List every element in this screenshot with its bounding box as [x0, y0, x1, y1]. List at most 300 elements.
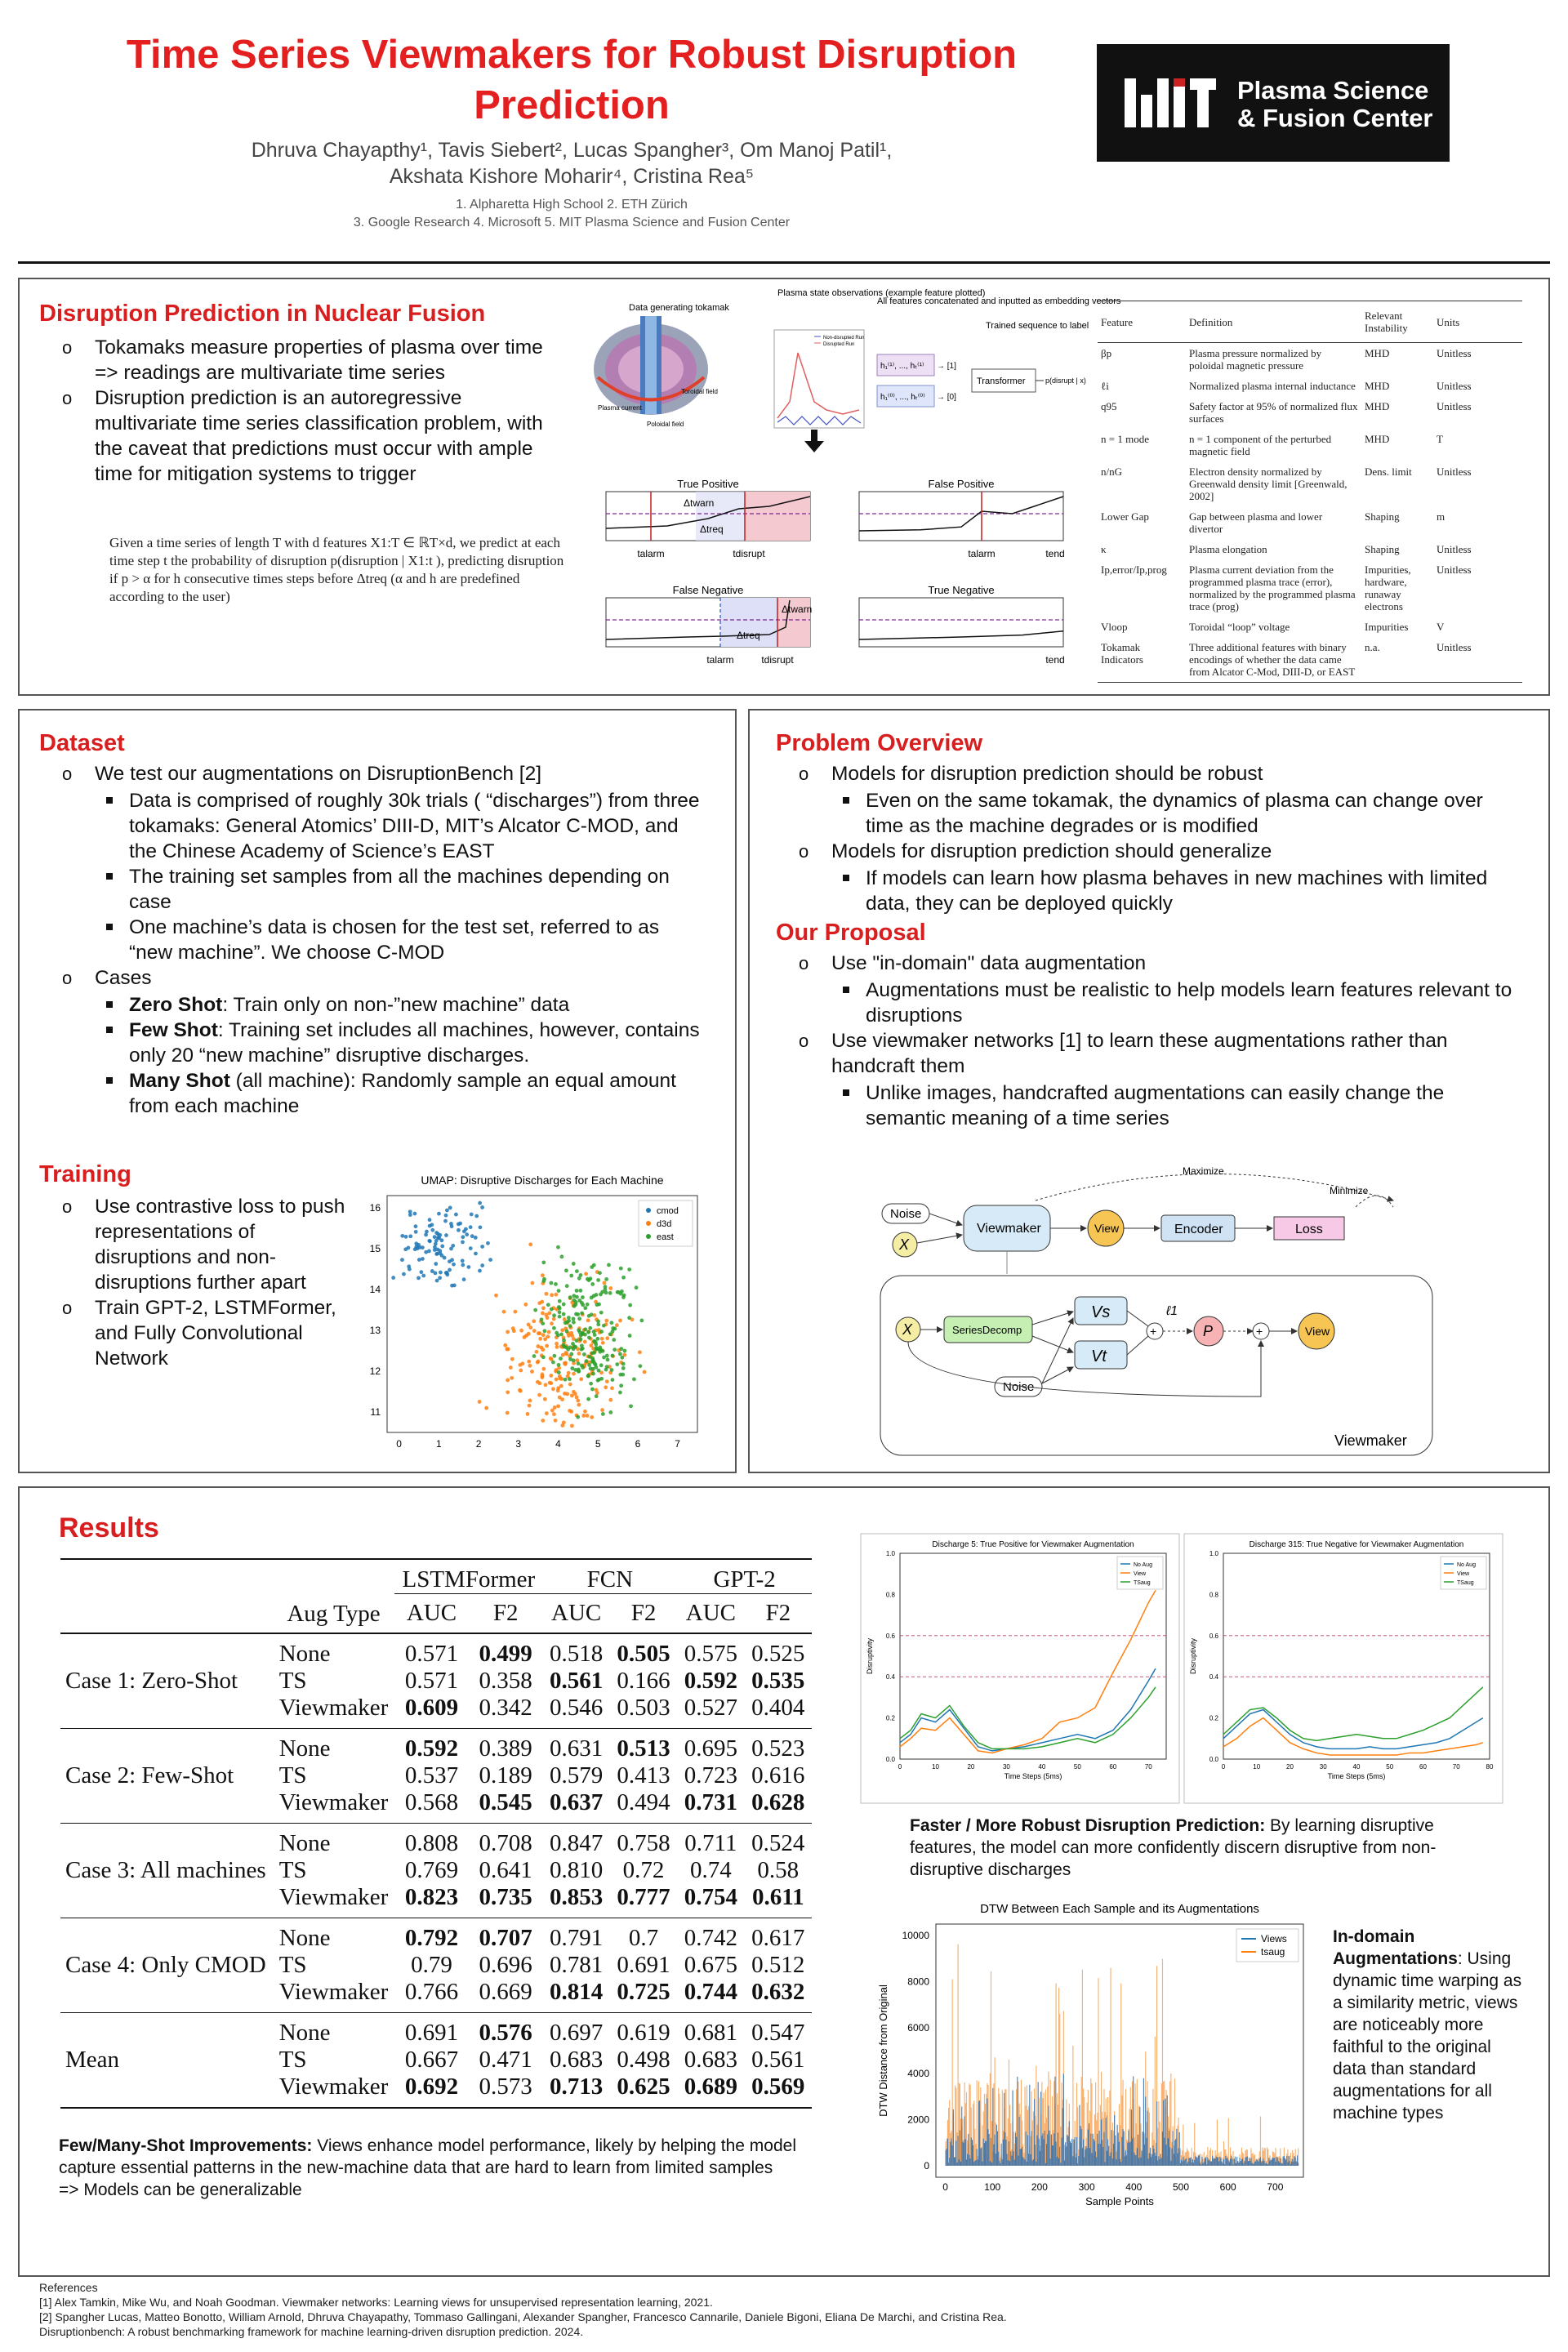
y-tick: 0.6 [885, 1632, 895, 1640]
umap-point [600, 1337, 604, 1341]
x-tick: 20 [1286, 1763, 1294, 1771]
dtw-bar-tsaug [1290, 2153, 1291, 2166]
outcome-warn-label: Δtwarn [782, 604, 813, 615]
umap-point [590, 1282, 595, 1286]
dtw-bar-views [1219, 2157, 1220, 2166]
dtw-bar-views [1199, 2155, 1200, 2165]
dtw-bar-tsaug [982, 2125, 983, 2166]
umap-point [545, 1344, 549, 1348]
dtw-bar-views [1178, 2148, 1179, 2165]
proposal-bullet-2-text: Use viewmaker networks [1] to learn these augmentations rather than handcraft them [831, 1030, 1448, 1077]
intro-bullets [51, 335, 557, 487]
umap-x-tick: 7 [675, 1438, 680, 1450]
umap-point [603, 1281, 607, 1285]
umap-point [569, 1410, 573, 1414]
umap-point [589, 1382, 593, 1386]
feature-cell: Impurities [1365, 621, 1409, 633]
case-many-shot-name: Many Shot [129, 1070, 230, 1092]
dtw-bar-views [947, 2139, 948, 2166]
feature-cell: Shaping [1365, 543, 1400, 555]
umap-point [604, 1277, 608, 1281]
umap-x-tick: 1 [435, 1438, 442, 1450]
umap-point [577, 1369, 581, 1373]
umap-point [532, 1329, 537, 1333]
dtw-bar-views [1180, 2163, 1181, 2166]
dtw-bar-views [1094, 2141, 1095, 2166]
umap-point [568, 1377, 572, 1381]
input-x-top-label: X [899, 1236, 910, 1253]
case-many-shot [95, 1068, 704, 1119]
dtw-bar-views [1185, 2159, 1186, 2166]
umap-point [551, 1361, 555, 1365]
umap-point [549, 1374, 553, 1378]
umap-point [586, 1330, 590, 1334]
dtw-bar-tsaug [960, 2118, 961, 2166]
umap-point [430, 1228, 434, 1232]
y-tick: 1.0 [885, 1550, 895, 1557]
dtw-bar-views [1243, 2163, 1244, 2166]
dtw-bar-tsaug [1158, 2101, 1159, 2166]
y-tick: 0.2 [1209, 1714, 1218, 1722]
result-value: 0.571 [404, 1667, 459, 1694]
embedding-out1: → [1] [937, 362, 956, 371]
x-axis-label: Time Steps (5ms) [1327, 1772, 1386, 1780]
outcome-x2-label: tdisrupt [761, 654, 794, 666]
results-row [60, 2012, 812, 2047]
umap-point [464, 1227, 468, 1232]
dtw-bar-views [1005, 2140, 1006, 2166]
feature-cell: q95 [1101, 400, 1117, 412]
dtw-bar-views [1256, 2159, 1257, 2166]
feature-cell: Impurities, hardware, runaway electrons [1365, 564, 1411, 612]
umap-point [578, 1289, 582, 1293]
umap-point [600, 1408, 604, 1412]
result-value: 0.545 [479, 1788, 532, 1815]
dtw-bar-views [992, 2088, 993, 2166]
viewmaker-diagram [872, 1152, 1444, 1462]
umap-point [575, 1395, 579, 1399]
intro-formal-text: Given a time series of length T with d features X1:T ∈ ℝT×d, we predict at each time step t the probability of disruption p(disruption | X1:t ), predicting disruption if p > α for h consecutive times steps before Δtreq (α and h are predefined according to the user) [109, 535, 564, 604]
result-value: 0.823 [404, 1883, 459, 1910]
umap-point [643, 1370, 647, 1374]
umap-point [572, 1321, 576, 1325]
umap-point [579, 1273, 583, 1277]
x-tick: 50 [1386, 1763, 1394, 1771]
umap-point [597, 1369, 601, 1373]
umap-point [639, 1364, 643, 1368]
umap-point [601, 1412, 605, 1416]
feature-cell: Dens. limit [1365, 466, 1412, 478]
umap-point [512, 1329, 516, 1333]
feature-row [1098, 559, 1522, 617]
dtw-bar-views [974, 2161, 975, 2166]
legend-label: View [1457, 1571, 1470, 1577]
affiliations [49, 196, 1094, 232]
umap-point [558, 1396, 562, 1400]
umap-point [391, 1276, 395, 1280]
dtw-bar-views [1234, 2158, 1235, 2166]
dtw-bar-views [1176, 2129, 1177, 2166]
umap-point [541, 1355, 546, 1359]
result-value: 0.575 [684, 1640, 738, 1667]
dtw-bar-views [1223, 2159, 1224, 2166]
umap-legend-label: d3d [657, 1219, 672, 1229]
feature-cell: Safety factor at 95% of normalized flux surfaces [1189, 400, 1358, 425]
dtw-bar-tsaug [1180, 2149, 1181, 2166]
umap-point [560, 1328, 564, 1332]
result-value: 0.683 [550, 2046, 604, 2073]
dtw-bar-views [1222, 2162, 1223, 2166]
result-value: 0.524 [751, 1829, 805, 1856]
svg-text:+: + [1256, 1325, 1263, 1338]
umap-point [611, 1378, 615, 1382]
result-value: 0.669 [479, 1978, 532, 2005]
x-tick: 400 [1125, 2181, 1143, 2193]
umap-point [595, 1348, 599, 1352]
embedding-h1: h₁⁽¹⁾, ..., hₜ⁽¹⁾ [880, 362, 924, 371]
dtw-bar-views [1166, 2145, 1167, 2166]
umap-point [527, 1360, 531, 1364]
result-value: 0.561 [751, 2046, 805, 2073]
feature-row [1098, 396, 1522, 429]
result-value: 0.725 [617, 1978, 670, 2005]
proposal-sub-2: Unlike images, handcrafted augmentations can easily change the semantic meaning of a time series [831, 1080, 1522, 1131]
dtw-bar-views [1124, 2132, 1125, 2166]
umap-point [564, 1378, 568, 1382]
umap-point [556, 1334, 560, 1338]
umap-point [419, 1270, 423, 1274]
dtw-bar-views [1132, 2139, 1133, 2166]
outcome-title: False Negative [672, 584, 744, 596]
result-value: 0.641 [479, 1856, 532, 1883]
dtw-bar-views [1186, 2158, 1187, 2166]
umap-legend-marker [646, 1221, 651, 1226]
umap-point [555, 1378, 559, 1382]
dtw-bar-views [1296, 2162, 1297, 2166]
umap-point [565, 1392, 569, 1396]
dtw-bar-views [1048, 2105, 1049, 2166]
feature-cell: Electron density normalized by Greenwald density limit [Greenwald, 2002] [1189, 466, 1348, 502]
umap-point [414, 1230, 418, 1234]
problem-bullet-2-text: Models for disruption prediction should generalize [831, 840, 1272, 862]
outcome-plot [859, 584, 1065, 666]
dtw-bar-views [995, 2135, 996, 2166]
umap-point [480, 1263, 484, 1267]
umap-x-tick: 6 [635, 1438, 641, 1450]
dtw-bar-views [1194, 2160, 1195, 2166]
dtw-bar-views [1216, 2157, 1217, 2166]
proposal-bullet-1-text: Use "in-domain" data augmentation [831, 952, 1147, 974]
dtw-bar-views [1181, 2159, 1182, 2165]
tokamak-label: Data generating tokamak [629, 303, 729, 313]
umap-point [562, 1339, 566, 1343]
dtw-bar-tsaug [1267, 2149, 1268, 2166]
umap-point [461, 1235, 465, 1239]
aug-type: TS [278, 1856, 307, 1883]
coil-label-toroidal: Toroidal field [681, 388, 718, 395]
dtw-bar-views [954, 2158, 955, 2166]
indomain-note-text: : Using dynamic time warping as a similarity metric, views are noticeably more faithful to the original data than standard augmentations for all machine types [1333, 1949, 1522, 2123]
dtw-bar-views [972, 2140, 973, 2166]
dtw-bar-views [1060, 2163, 1061, 2166]
result-value: 0.617 [751, 1924, 805, 1951]
umap-point [400, 1258, 404, 1262]
umap-point [526, 1412, 530, 1416]
umap-point [568, 1345, 572, 1349]
result-value: 0.592 [404, 1735, 459, 1762]
dtw-bar-views [1045, 2163, 1046, 2166]
dtw-bar-views [1015, 2133, 1016, 2166]
dtw-bar-views [985, 2140, 986, 2165]
dtw-bar-views [1050, 2158, 1051, 2166]
down-arrow-icon [804, 430, 824, 452]
dtw-bar-views [978, 2101, 979, 2166]
case-name: Case 3: All machines [65, 1856, 266, 1883]
view-node-bottom-label: View [1305, 1325, 1330, 1338]
umap-point [577, 1316, 581, 1321]
outcome-plot [606, 478, 810, 559]
umap-point [551, 1387, 555, 1391]
dtw-bar-views [1279, 2163, 1280, 2166]
umap-point [581, 1295, 585, 1299]
discharge315-chart [1184, 1534, 1503, 1803]
dtw-bar-views [959, 2159, 960, 2166]
y-tick: 0 [924, 2159, 929, 2172]
dtw-bar-views [1255, 2161, 1256, 2166]
outcome-title: True Positive [677, 478, 739, 490]
umap-point [540, 1317, 544, 1321]
result-value: 0.810 [550, 1856, 604, 1883]
outcome-plot [859, 478, 1065, 559]
umap-point [568, 1295, 572, 1299]
umap-point [559, 1333, 564, 1337]
result-value: 0.505 [617, 1640, 670, 1667]
y-tick: 1.0 [1209, 1550, 1218, 1557]
dtw-bar-views [1158, 2156, 1159, 2166]
coil-label-poloidal: Poloidal field [647, 421, 684, 428]
dtw-bar-views [1101, 2119, 1102, 2166]
minimize-label: Minimize [1330, 1185, 1369, 1196]
training-bullet-2: o Train GPT-2, LSTMFormer, and Fully Convolutional Network [51, 1295, 353, 1371]
umap-point [618, 1391, 622, 1395]
dtw-bar-views [1087, 2148, 1088, 2166]
case-zero-shot-text: : Train only on non-”new machine” data [222, 994, 570, 1016]
feature-cell: V [1437, 621, 1445, 633]
feature-table [1098, 301, 1522, 683]
dtw-bar-tsaug [966, 2092, 967, 2166]
dtw-bar-views [1095, 2152, 1096, 2166]
umap-point [438, 1233, 442, 1237]
outcome-plot [606, 584, 812, 666]
umap-point [611, 1330, 615, 1334]
umap-point [605, 1379, 609, 1383]
dtw-bar-tsaug [990, 2074, 991, 2166]
feature-cell: n = 1 component of the perturbed magnetic field [1189, 433, 1332, 457]
dtw-bar-views [1240, 2158, 1241, 2166]
dtw-bar-views [1163, 2100, 1164, 2166]
dtw-bar-views [1079, 2105, 1080, 2165]
dtw-bar-views [1075, 2137, 1076, 2166]
dtw-bar-views [1010, 2151, 1011, 2166]
case-many-shot-text: (all machine): Randomly sample an equal amount from each machine [129, 1070, 676, 1117]
umap-point [608, 1398, 612, 1402]
feature-cell: Tokamak Indicators [1101, 641, 1143, 666]
dtw-bar-views [1100, 2144, 1101, 2166]
dtw-bar-views [1217, 2158, 1218, 2166]
dtw-bar-views [1058, 2158, 1059, 2166]
umap-point [434, 1262, 438, 1266]
umap-point [558, 1310, 562, 1314]
dtw-bar-views [1271, 2160, 1272, 2166]
umap-point [572, 1390, 576, 1394]
umap-y-tick: 16 [369, 1202, 381, 1214]
umap-point [535, 1350, 539, 1354]
legend-label: No Aug [1134, 1562, 1152, 1568]
feature-cell: MHD [1365, 433, 1390, 445]
umap-point [413, 1212, 417, 1216]
umap-point [562, 1303, 566, 1307]
umap-point [437, 1212, 441, 1216]
noise-label-bottom: Noise [1003, 1380, 1035, 1394]
tokamak-illustration [594, 316, 708, 415]
umap-point [558, 1377, 562, 1381]
svg-text:+: + [1150, 1325, 1157, 1338]
umap-point [598, 1271, 602, 1275]
dtw-bar-tsaug [1109, 2091, 1110, 2166]
umap-point [541, 1273, 545, 1277]
dtw-bar-views [1203, 2163, 1204, 2166]
umap-point [610, 1386, 614, 1390]
dtw-bar-views [1140, 2158, 1141, 2166]
authors-line-1: Dhruva Chayapthy¹, Tavis Siebert², Lucas Spangher³, Om Manoj Patil¹, [251, 139, 893, 162]
umap-point [564, 1321, 568, 1325]
result-value: 0.527 [684, 1694, 738, 1721]
references [39, 2280, 1526, 2339]
feature-cell: Unitless [1437, 564, 1472, 576]
umap-point [564, 1346, 568, 1350]
mit-psfc-logo [1097, 44, 1450, 162]
dtw-bar-views [1089, 2148, 1090, 2166]
umap-point [590, 1312, 594, 1316]
dtw-bar-views [1125, 2150, 1126, 2166]
feature-cell: Three additional features with binary encodings of whether the data came from Alcator C-Mod, DIII-D, or EAST [1189, 641, 1356, 678]
dtw-bar-views [1142, 2150, 1143, 2166]
dtw-bar-views [1134, 2155, 1135, 2166]
dtw-bar-views [1277, 2158, 1278, 2166]
umap-point [436, 1248, 440, 1252]
umap-point [586, 1374, 590, 1378]
dtw-bar-views [1254, 2162, 1255, 2166]
umap-point [543, 1337, 547, 1341]
dtw-bar-views [1014, 2160, 1015, 2166]
umap-point [474, 1252, 478, 1256]
umap-point [608, 1286, 612, 1290]
umap-point [627, 1316, 631, 1320]
dtw-bar-views [1241, 2159, 1242, 2166]
dtw-bar-views [1161, 2158, 1162, 2166]
aug-type: TS [278, 1667, 307, 1694]
metric-auc-1: AUC [406, 1599, 457, 1626]
result-value: 0.683 [684, 2046, 738, 2073]
umap-point [581, 1365, 585, 1370]
result-value: 0.754 [684, 1883, 738, 1910]
legend-label: TSaug [1134, 1580, 1151, 1586]
concat-label: All features concatenated and inputted as embedding vectors [877, 296, 1121, 306]
aug-type-header: Aug Type [287, 1600, 381, 1627]
result-value: 0.525 [751, 1640, 805, 1667]
result-value: 0.413 [617, 1762, 670, 1788]
umap-point [577, 1361, 581, 1365]
x-tick: 100 [984, 2181, 1001, 2193]
umap-point [435, 1279, 439, 1283]
affil-line-1: 1. Alpharetta High School 2. ETH Zürich [456, 198, 688, 212]
result-value: 0.696 [479, 1951, 532, 1978]
dtw-bar-views [1237, 2161, 1238, 2166]
umap-y-tick: 12 [369, 1365, 381, 1377]
feature-cell: n.a. [1365, 641, 1380, 653]
dtw-bar-tsaug [955, 2086, 956, 2166]
dtw-bar-views [1293, 2162, 1294, 2166]
result-value: 0.609 [404, 1694, 459, 1721]
result-value: 0.579 [550, 1762, 604, 1788]
maximize-label: Maximize [1183, 1165, 1224, 1177]
umap-point [611, 1354, 615, 1358]
feature-header-definition: Definition [1189, 315, 1233, 328]
umap-point [546, 1316, 550, 1320]
result-value: 0.758 [617, 1829, 670, 1856]
umap-point [443, 1219, 448, 1223]
problem-title: Problem Overview [776, 730, 983, 756]
dtw-bar-views [953, 2109, 954, 2166]
umap-point [621, 1295, 626, 1299]
umap-point [564, 1268, 568, 1272]
result-value: 0.731 [684, 1788, 738, 1815]
dtw-bar-views [1287, 2163, 1288, 2166]
dtw-bar-views [1001, 2144, 1002, 2166]
umap-point [568, 1383, 572, 1387]
dtw-bar-views [1236, 2157, 1237, 2166]
umap-point [586, 1397, 590, 1401]
umap-point [590, 1415, 594, 1419]
dtw-bar-tsaug [1033, 2111, 1034, 2166]
umap-point [583, 1306, 587, 1310]
reference-2-cont: Disruptionbench: A robust benchmarking framework for machine learning-driven disruption prediction. 2024. [39, 2325, 584, 2338]
dtw-bar-tsaug [1105, 2112, 1106, 2166]
dtw-bar-views [1260, 2157, 1261, 2165]
feature-cell: MHD [1365, 380, 1390, 392]
umap-point [565, 1352, 569, 1356]
dtw-bar-views [1012, 2090, 1013, 2165]
y-tick: 0.6 [1209, 1632, 1218, 1640]
dtw-bar-views [1052, 2145, 1053, 2166]
dtw-bar-views [966, 2159, 967, 2165]
result-value: 0.808 [404, 1829, 459, 1856]
dtw-bar-views [1291, 2162, 1292, 2166]
logo-text [1237, 77, 1432, 132]
umap-point [605, 1336, 609, 1340]
umap-point [590, 1388, 595, 1392]
umap-legend [639, 1200, 693, 1246]
umap-point [514, 1310, 518, 1314]
dtw-bar-views [1073, 2140, 1074, 2166]
umap-point [469, 1225, 473, 1229]
umap-point [528, 1404, 532, 1408]
dtw-bar-tsaug [1084, 2097, 1085, 2166]
umap-point [592, 1263, 596, 1267]
umap-point [568, 1324, 572, 1328]
metric-auc-2: AUC [551, 1599, 602, 1626]
results-panel [18, 1486, 1550, 2277]
